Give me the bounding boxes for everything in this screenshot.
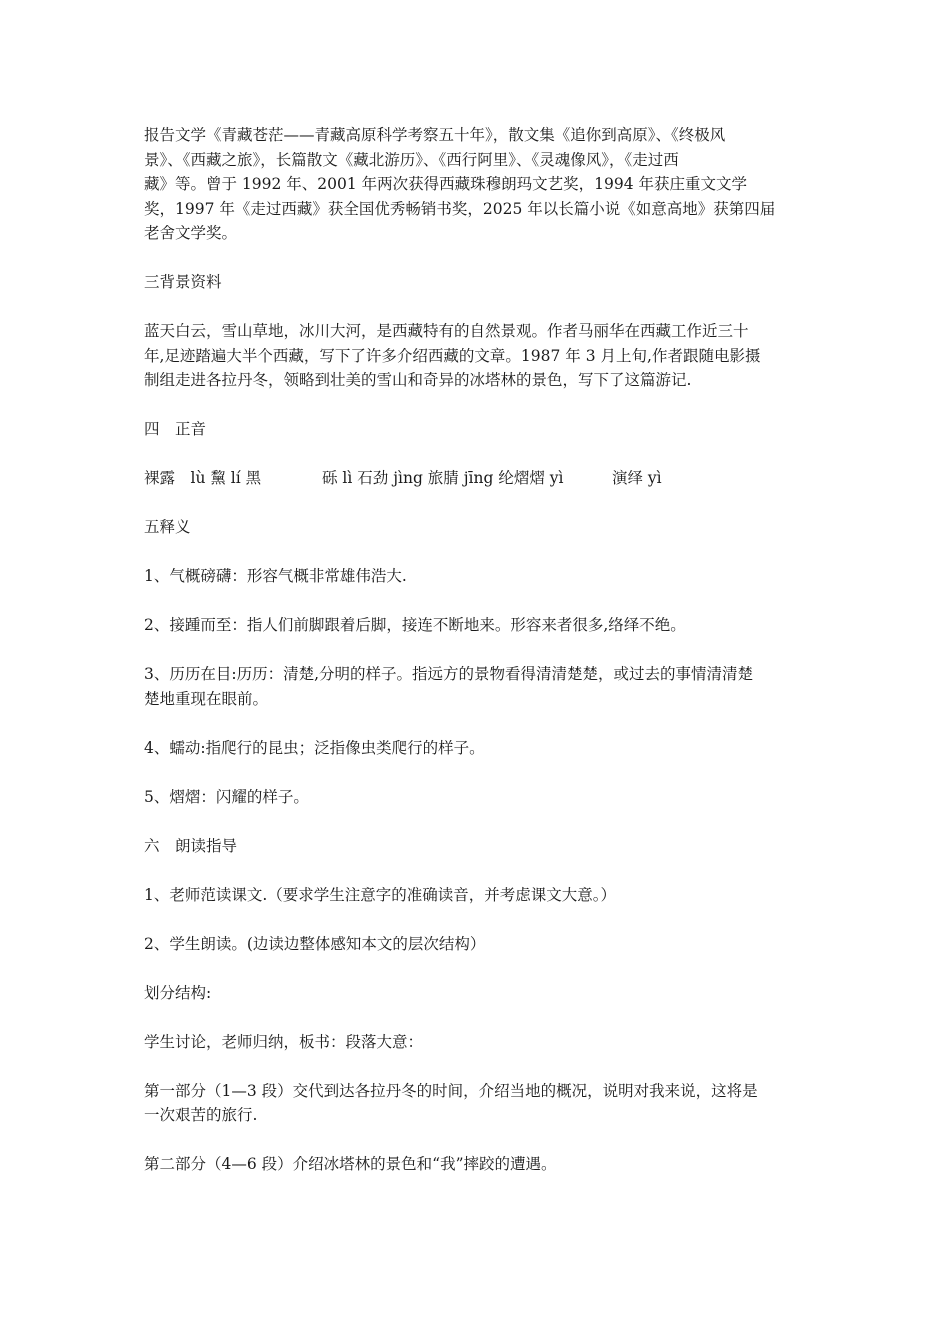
definition-item	[144, 613, 812, 638]
text-line: 5、熠熠：闪耀的样子。	[144, 787, 309, 806]
part-one-summary	[144, 1079, 812, 1128]
background-paragraph	[144, 319, 812, 393]
text-line: 藏》等。曾于 1992 年、2001 年两次获得西藏珠穆朗玛文艺奖，1994 年获庄重文文学	[144, 175, 748, 193]
text-line: 奖，1997 年《走过西藏》获全国优秀畅销书奖，2025 年以长篇小说《如意高地》获第四届	[144, 199, 776, 218]
text-line: 3、历历在目:历历：清楚,分明的样子。指远方的景物看得清清楚楚，或过去的事情清清楚	[144, 665, 754, 683]
reading-step: 2、学生朗读。(边读边整体感知本文的层次结构）	[144, 934, 486, 953]
section-heading-definitions: 五释义	[144, 518, 191, 536]
pronunciation-group: 演绎 yì	[612, 469, 662, 487]
section-heading-pronunciation: 四 正音	[144, 420, 207, 438]
section-heading-reading-guide: 六 朗读指导	[144, 836, 238, 855]
definition-item	[144, 564, 812, 589]
author-works-paragraph	[144, 123, 812, 246]
text-line: 2、接踵而至：指人们前脚跟着后脚，接连不断地来。形容来者很多,络绎不绝。	[144, 616, 686, 634]
text-line: 蓝天白云，雪山草地，冰川大河，是西藏特有的自然景观。作者马丽华在西藏工作近三十	[144, 322, 749, 340]
text-line: 一次艰苦的旅行.	[144, 1106, 258, 1124]
text-line: 1、气概磅礴：形容气概非常雄伟浩大.	[144, 567, 407, 585]
text-line: 年,足迹踏遍大半个西藏，写下了许多介绍西藏的文章。1987 年 3 月上旬,作者跟随电影摄	[144, 346, 761, 365]
text-line: 4、蠕动:指爬行的昆虫；泛指像虫类爬行的样子。	[144, 738, 485, 757]
pronunciation-group: 砾 lì 石劲 jìng 旅腈 jīng 纶熠熠 yì	[322, 469, 564, 487]
pronunciation-group: 裸露 lù 黧 lí 黑	[144, 469, 262, 487]
definition-item	[144, 785, 812, 810]
text-line: 第一部分（1—3 段）交代到达各拉丹冬的时间，介绍当地的概况，说明对我来说，这将是	[144, 1081, 758, 1100]
text-line: 制组走进各拉丹冬，领略到壮美的雪山和奇异的冰塔林的景色，写下了这篇游记.	[144, 371, 692, 389]
document-body	[144, 123, 812, 1201]
discussion-note: 学生讨论，老师归纳，板书：段落大意：	[144, 1032, 424, 1051]
pronunciation-line	[144, 466, 812, 491]
section-heading-background: 三背景资料	[144, 273, 222, 291]
definition-item	[144, 662, 812, 711]
text-line: 老舍文学奖。	[144, 224, 238, 242]
text-line: 景》、《西藏之旅》，长篇散文《藏北游历》、《西行阿里》、《灵魂像风》，《走过西	[144, 150, 679, 169]
text-line: 楚地重现在眼前。	[144, 689, 269, 708]
text-line: 报告文学《青藏苍茫——青藏高原科学考察五十年》，散文集《追你到高原》、《终极风	[144, 126, 726, 144]
part-two-summary: 第二部分（4—6 段）介绍冰塔林的景色和“我”摔跤的遭遇。	[144, 1155, 557, 1173]
reading-step: 1、老师范读课文.（要求学生注意字的准确读音，并考虑课文大意。）	[144, 885, 617, 904]
structure-label: 划分结构:	[144, 983, 212, 1002]
definition-item	[144, 736, 812, 761]
